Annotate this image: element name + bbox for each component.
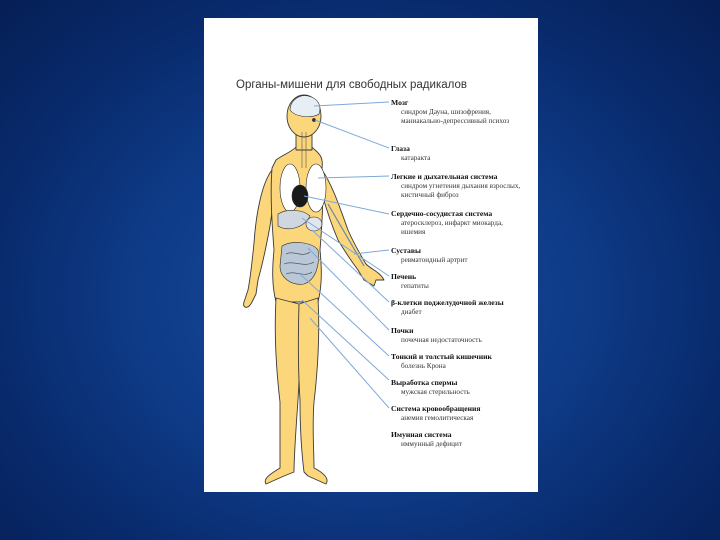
leader-line-lungs — [318, 176, 389, 178]
legend-entry-title: β-клетки поджелудочной железы — [391, 298, 504, 307]
legend-entry-description: почечная недостаточность — [401, 335, 482, 344]
legend-entry-title: Система кровообращения — [391, 404, 481, 413]
legend-entry-eyes — [391, 144, 529, 163]
legend-entry-description: мужская стерильность — [401, 387, 470, 396]
human-body-figure — [244, 95, 384, 484]
legend-entry-brain — [391, 98, 529, 127]
legend-entry-joints — [391, 246, 529, 265]
legend-entry-title: Выработка спермы — [391, 378, 458, 387]
legend-entry-title: Имунная система — [391, 430, 452, 439]
left-leg — [265, 298, 299, 484]
legend-entry-description: синдром Дауна, шизофрения, маниакально-депрессивный психоз — [401, 107, 510, 125]
legend-entry-title: Почки — [391, 326, 414, 335]
slide-card — [204, 18, 538, 492]
legend-entry-title: Суставы — [391, 246, 421, 255]
legend-entry-pancreas — [391, 298, 529, 317]
leader-line-eyes — [315, 120, 389, 148]
legend-entry-description: катаракта — [401, 153, 431, 162]
legend-entry-title: Легкие и дыхательная система — [391, 172, 498, 181]
legend-entry-title: Мозг — [391, 98, 409, 107]
right-leg — [298, 298, 327, 484]
legend-entry-description: ревматоидный артрит — [401, 255, 468, 264]
stomach — [306, 217, 322, 231]
legend-entry-description: гепатиты — [401, 281, 429, 290]
legend-entry-description: синдром угнетения дыхания взрослых, кистичный фиброз — [401, 181, 521, 199]
legend-entry-description: диабет — [401, 307, 422, 316]
legend-entry-cardiovascular — [391, 209, 529, 238]
legend-entry-lungs — [391, 172, 529, 201]
right-lung — [306, 164, 326, 212]
legend-entry-title: Тонкий и толстый кишечник — [391, 352, 492, 361]
legend-entry-description: болезнь Крона — [401, 361, 446, 370]
legend-entry-kidneys — [391, 326, 529, 345]
leader-line-circulation — [310, 318, 389, 408]
legend-entry-circulation — [391, 404, 529, 423]
legend-entry-intestines — [391, 352, 529, 371]
legend-entry-title: Глаза — [391, 144, 410, 153]
legend-entry-description: анемия гемолитическая — [401, 413, 474, 422]
legend-entry-title: Сердечно-сосудистая система — [391, 209, 493, 218]
diagram-title: Органы-мишени для свободных радикалов — [236, 79, 467, 91]
legend-entry-description: атеросклероз, инфаркт миокарда, ишемия — [401, 218, 503, 236]
legend-entry-immune — [391, 430, 529, 449]
legend-entry-title: Печень — [391, 272, 417, 281]
leader-line-brain — [314, 102, 389, 106]
legend-entry-liver — [391, 272, 529, 291]
legend-entry-description: иммунный дефицит — [401, 439, 462, 448]
arm-vessel — [328, 204, 364, 266]
legend-entry-sperm — [391, 378, 529, 397]
